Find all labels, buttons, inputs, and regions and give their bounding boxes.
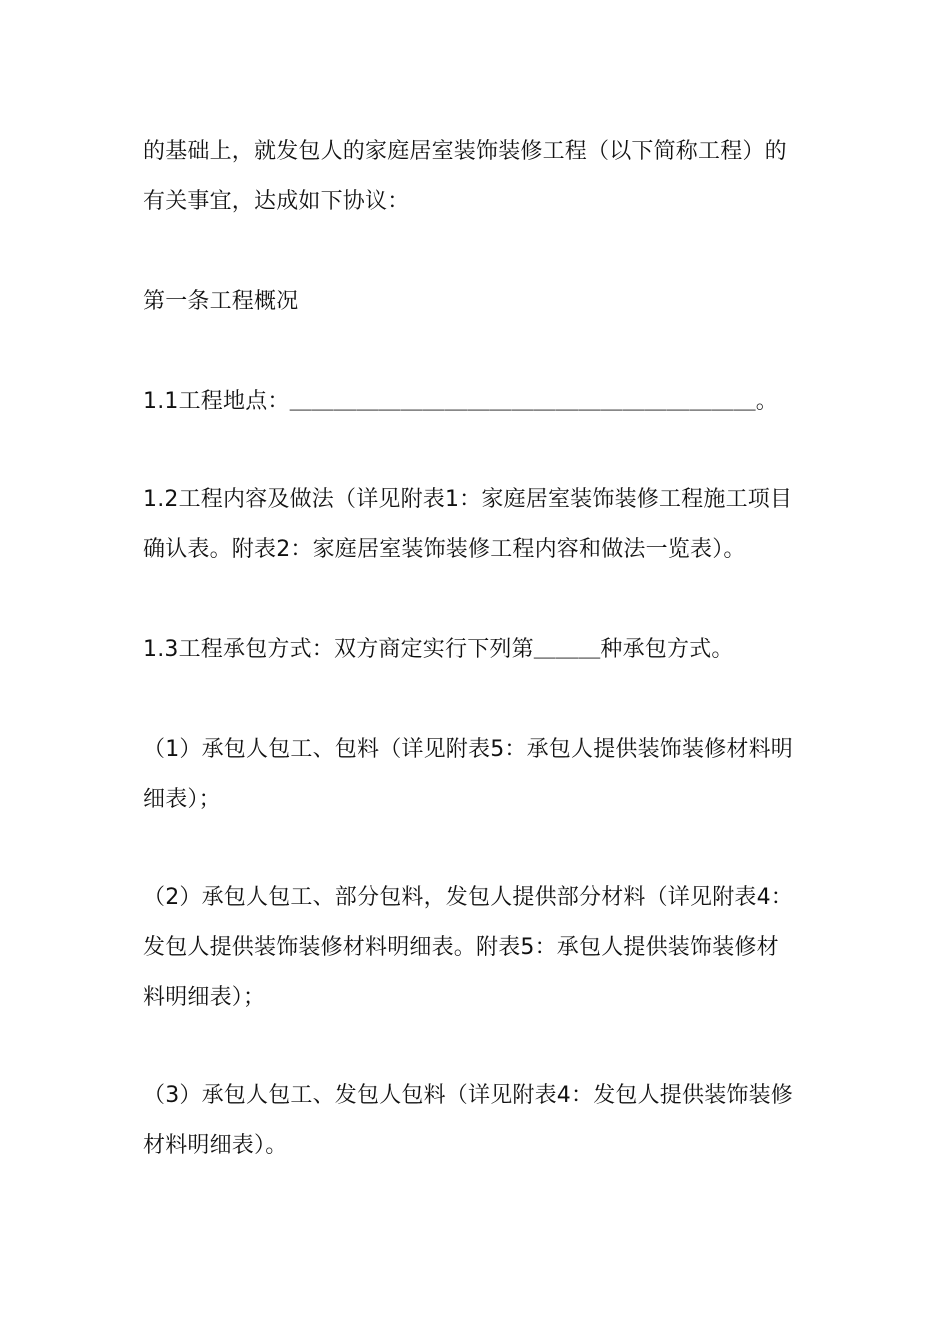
paragraph-intro-line-1: 的基础上，就发包人的家庭居室装饰装修工程（以下简称工程）的 — [143, 139, 787, 164]
option-3-line-2: 材料明细表）。 — [143, 1133, 288, 1158]
option-1-line-1: （1）承包人包工、包料（详见附表5：承包人提供装饰装修材料明 — [143, 737, 793, 762]
clause-1-2-line-2: 确认表。附表2：家庭居室装饰装修工程内容和做法一览表）。 — [143, 537, 746, 562]
option-1-line-2: 细表）； — [143, 787, 221, 812]
option-2-line-3: 料明细表）； — [143, 985, 266, 1010]
clause-1-3: 1.3工程承包方式：双方商定实行下列第＿＿＿种承包方式。 — [143, 637, 734, 662]
option-2-line-1: （2）承包人包工、部分包料，发包人提供部分材料（详见附表4： — [143, 885, 793, 910]
clause-1-2-line-1: 1.2工程内容及做法（详见附表1：家庭居室装饰装修工程施工项目 — [143, 487, 793, 512]
section-heading: 第一条工程概况 — [143, 289, 299, 314]
option-2-line-2: 发包人提供装饰装修材料明细表。附表5：承包人提供装饰装修材 — [143, 935, 779, 960]
paragraph-intro-line-2: 有关事宜，达成如下协议： — [143, 189, 410, 214]
clause-1-1: 1.1工程地点：＿＿＿＿＿＿＿＿＿＿＿＿＿＿＿＿＿＿＿＿＿。 — [143, 389, 778, 414]
option-3-line-1: （3）承包人包工、发包人包料（详见附表4：发包人提供装饰装修 — [143, 1083, 793, 1108]
